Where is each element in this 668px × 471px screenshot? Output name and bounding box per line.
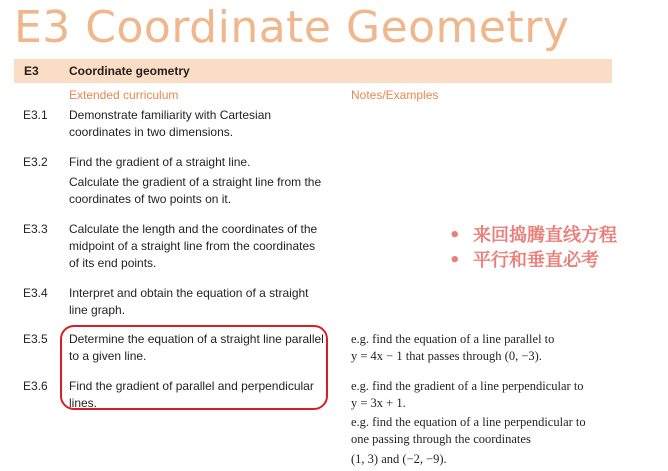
annotation-text: 来回捣腾直线方程 [473, 225, 617, 246]
note-line: y = 4x − 1 that passes through (0, −3). [351, 349, 542, 363]
section-title: Coordinate geometry [69, 64, 190, 78]
note-line: (1, 3) and (−2, −9). [351, 452, 447, 466]
text-line: coordinates of two points on it. [69, 192, 232, 206]
text-line: to a given line. [69, 349, 147, 363]
text-line: of its end points. [69, 256, 157, 270]
row-code-e3-6: E3.6 [23, 379, 48, 393]
text-line: Find the gradient of a straight line. [69, 155, 251, 169]
row-text-e3-1 [69, 107, 331, 141]
row-text-e3-2 [69, 154, 331, 208]
highlight-box [60, 325, 328, 410]
page-title: E3 Coordinate Geometry [14, 2, 570, 53]
text-line: Calculate the gradient of a straight line from the [69, 175, 322, 189]
note-line: e.g. find the equation of a line perpendicular to [351, 415, 586, 429]
row-code-e3-1: E3.1 [23, 108, 48, 122]
row-text-e3-4 [69, 285, 331, 319]
row-code-e3-3: E3.3 [23, 222, 48, 236]
text-line: lines. [69, 396, 98, 410]
note-line: e.g. find the gradient of a line perpendicular to [351, 379, 584, 393]
note-e3-5 [351, 331, 613, 365]
note-line: e.g. find the equation of a line parallel to [351, 332, 555, 346]
section-header-bar [14, 59, 612, 83]
bullet-icon: • [449, 225, 461, 246]
text-line: line graph. [69, 303, 126, 317]
row-code-e3-5: E3.5 [23, 332, 48, 346]
row-code-e3-2: E3.2 [23, 155, 48, 169]
note-e3-6b [351, 414, 613, 468]
annotation-item [449, 221, 617, 247]
text-line: midpoint of a straight line from the coordinates [69, 239, 316, 253]
text-line: Calculate the length and the coordinates of the [69, 222, 318, 236]
note-line: one passing through the coordinates [351, 432, 531, 446]
text-line: Find the gradient of parallel and perpendicular [69, 379, 314, 393]
annotation-text: 平行和垂直必考 [473, 250, 599, 271]
text-line: coordinates in two dimensions. [69, 125, 234, 139]
column-heading-curriculum: Extended curriculum [69, 88, 179, 102]
note-e3-6a [351, 378, 613, 412]
text-line: Determine the equation of a straight line parallel [69, 332, 324, 346]
note-line: y = 3x + 1. [351, 396, 406, 410]
column-heading-notes: Notes/Examples [351, 88, 439, 102]
bullet-icon: • [449, 250, 461, 271]
section-code: E3 [24, 64, 39, 78]
row-code-e3-4: E3.4 [23, 286, 48, 300]
annotation-item [449, 246, 599, 272]
text-line: Demonstrate familiarity with Cartesian [69, 108, 272, 122]
row-text-e3-3 [69, 221, 331, 272]
text-line: Interpret and obtain the equation of a straight [69, 286, 309, 300]
